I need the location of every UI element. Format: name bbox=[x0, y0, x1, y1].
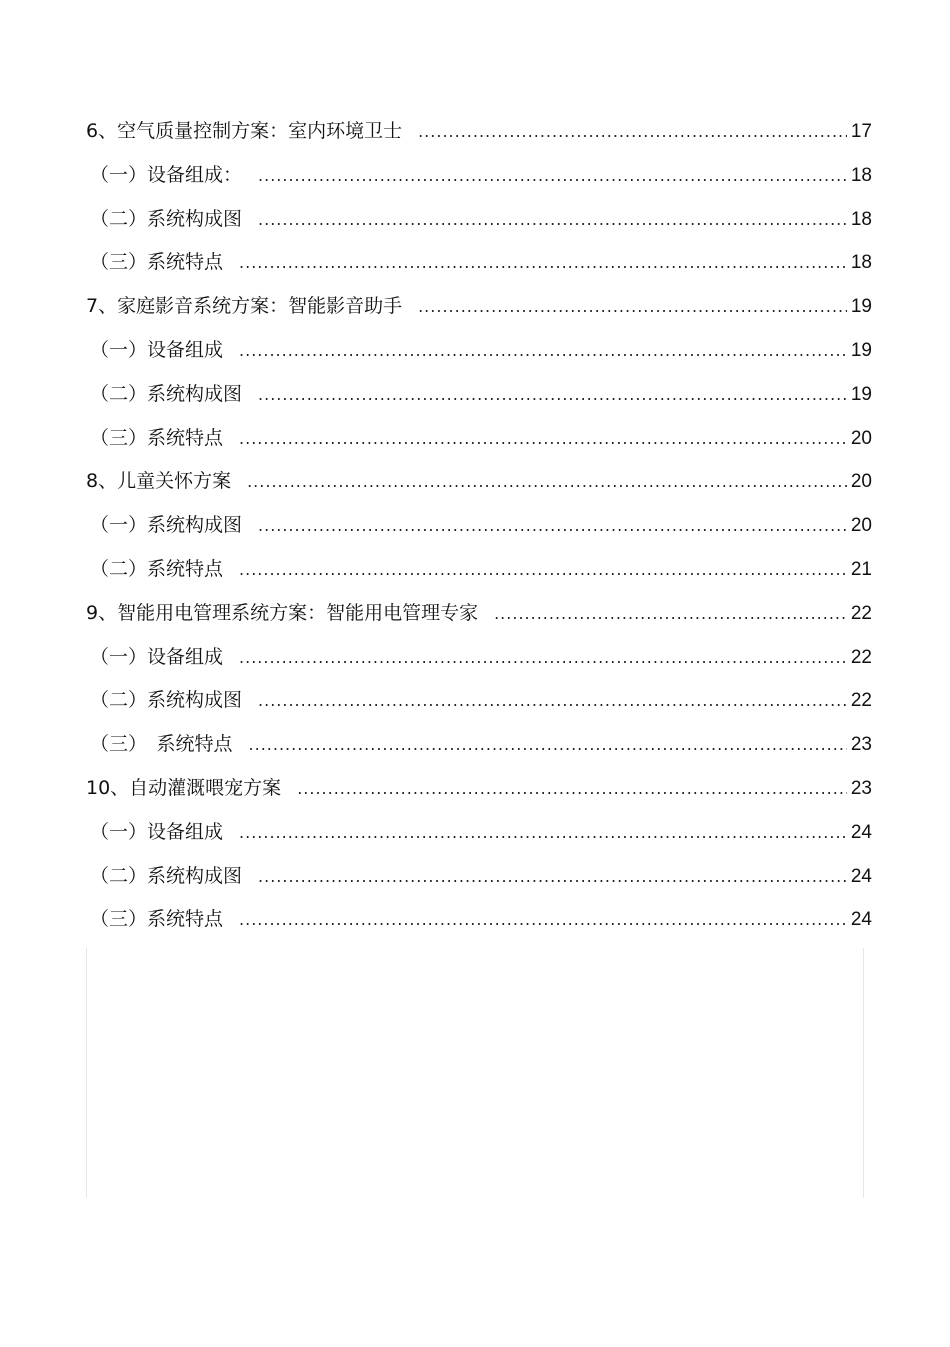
toc-entry-page-number: 24 bbox=[850, 909, 872, 931]
toc-dot-leader bbox=[239, 241, 847, 285]
toc-entry-subsection[interactable] bbox=[86, 679, 872, 723]
toc-entry-page-number: 18 bbox=[850, 208, 872, 230]
toc-entry-page-number: 24 bbox=[850, 821, 872, 843]
toc-entry-subsection[interactable] bbox=[86, 636, 872, 680]
toc-entry-label: （三）系统特点 bbox=[90, 251, 224, 274]
toc-entry-section[interactable] bbox=[86, 592, 872, 636]
toc-entry-page-number: 20 bbox=[850, 427, 872, 449]
toc-entry-label: （二）系统构成图 bbox=[90, 689, 243, 712]
toc-entry-label: 10、自动灌溉喂宠方案 bbox=[86, 776, 282, 799]
toc-entry-page-number: 18 bbox=[850, 164, 872, 186]
toc-dot-leader bbox=[239, 548, 847, 592]
toc-dot-leader bbox=[258, 198, 847, 242]
toc-entry-page-number: 23 bbox=[850, 777, 872, 799]
toc-entry-page-number: 22 bbox=[850, 646, 872, 668]
toc-entry-label: （二）系统构成图 bbox=[90, 207, 243, 230]
toc-entry-label: （一）设备组成 bbox=[90, 338, 224, 361]
toc-entry-label: （二）系统特点 bbox=[90, 557, 224, 580]
toc-dot-leader bbox=[258, 373, 847, 417]
toc-entry-subsection[interactable] bbox=[86, 154, 872, 198]
toc-entry-subsection[interactable] bbox=[86, 855, 872, 899]
toc-entry-label: （二）系统构成图 bbox=[90, 382, 243, 405]
table-of-contents bbox=[86, 110, 872, 942]
toc-dot-leader bbox=[258, 154, 847, 198]
toc-entry-page-number: 19 bbox=[850, 296, 872, 318]
toc-entry-label: 9、智能用电管理系统方案：智能用电管理专家 bbox=[86, 601, 479, 624]
toc-dot-leader bbox=[249, 723, 847, 767]
toc-entry-label: （二）系统构成图 bbox=[90, 864, 243, 887]
toc-dot-leader bbox=[239, 898, 847, 942]
toc-dot-leader bbox=[239, 417, 847, 461]
toc-entry-label: （三）系统特点 bbox=[90, 426, 224, 449]
toc-entry-subsection[interactable] bbox=[86, 417, 872, 461]
toc-entry-subsection[interactable] bbox=[86, 329, 872, 373]
toc-entry-label: （一）设备组成 bbox=[90, 820, 224, 843]
toc-dot-leader bbox=[494, 592, 847, 636]
toc-dot-leader bbox=[247, 460, 847, 504]
toc-entry-page-number: 20 bbox=[850, 471, 872, 493]
toc-entry-subsection[interactable] bbox=[86, 898, 872, 942]
toc-entry-subsection[interactable] bbox=[86, 548, 872, 592]
toc-dot-leader bbox=[297, 767, 847, 811]
toc-entry-page-number: 22 bbox=[850, 690, 872, 712]
toc-entry-section[interactable] bbox=[86, 110, 872, 154]
toc-entry-label: （三）系统特点 bbox=[90, 908, 224, 931]
toc-entry-section[interactable] bbox=[86, 285, 872, 329]
toc-entry-page-number: 23 bbox=[850, 734, 872, 756]
toc-dot-leader bbox=[239, 811, 847, 855]
toc-entry-label: （三） 系统特点 bbox=[90, 733, 233, 756]
toc-entry-subsection[interactable] bbox=[86, 504, 872, 548]
toc-dot-leader bbox=[258, 679, 847, 723]
toc-dot-leader bbox=[239, 329, 847, 373]
toc-dot-leader bbox=[418, 285, 847, 329]
toc-entry-page-number: 19 bbox=[850, 383, 872, 405]
frame-line-right bbox=[863, 948, 864, 1198]
toc-dot-leader bbox=[258, 504, 847, 548]
toc-entry-label: 6、空气质量控制方案：室内环境卫士 bbox=[86, 120, 403, 142]
toc-dot-leader bbox=[239, 636, 847, 680]
toc-entry-subsection[interactable] bbox=[86, 723, 872, 767]
toc-entry-section[interactable] bbox=[86, 460, 872, 504]
toc-entry-page-number: 18 bbox=[850, 252, 872, 274]
toc-entry-label: 7、家庭影音系统方案：智能影音助手 bbox=[86, 295, 403, 318]
toc-entry-page-number: 20 bbox=[850, 515, 872, 537]
toc-entry-label: （一）设备组成 bbox=[90, 645, 224, 668]
toc-entry-page-number: 24 bbox=[850, 865, 872, 887]
toc-entry-label: （一）设备组成： bbox=[90, 163, 243, 186]
toc-entry-page-number: 17 bbox=[850, 121, 872, 142]
toc-entry-subsection[interactable] bbox=[86, 241, 872, 285]
toc-entry-label: （一）系统构成图 bbox=[90, 514, 243, 537]
toc-entry-page-number: 21 bbox=[850, 558, 872, 580]
toc-entry-label: 8、儿童关怀方案 bbox=[86, 470, 232, 493]
toc-dot-leader bbox=[258, 855, 847, 899]
toc-entry-subsection[interactable] bbox=[86, 198, 872, 242]
toc-entry-subsection[interactable] bbox=[86, 373, 872, 417]
toc-entry-page-number: 22 bbox=[850, 602, 872, 624]
toc-entry-page-number: 19 bbox=[850, 339, 872, 361]
frame-line-left bbox=[86, 948, 87, 1198]
toc-entry-section[interactable] bbox=[86, 767, 872, 811]
toc-entry-subsection[interactable] bbox=[86, 811, 872, 855]
toc-dot-leader bbox=[418, 110, 847, 154]
